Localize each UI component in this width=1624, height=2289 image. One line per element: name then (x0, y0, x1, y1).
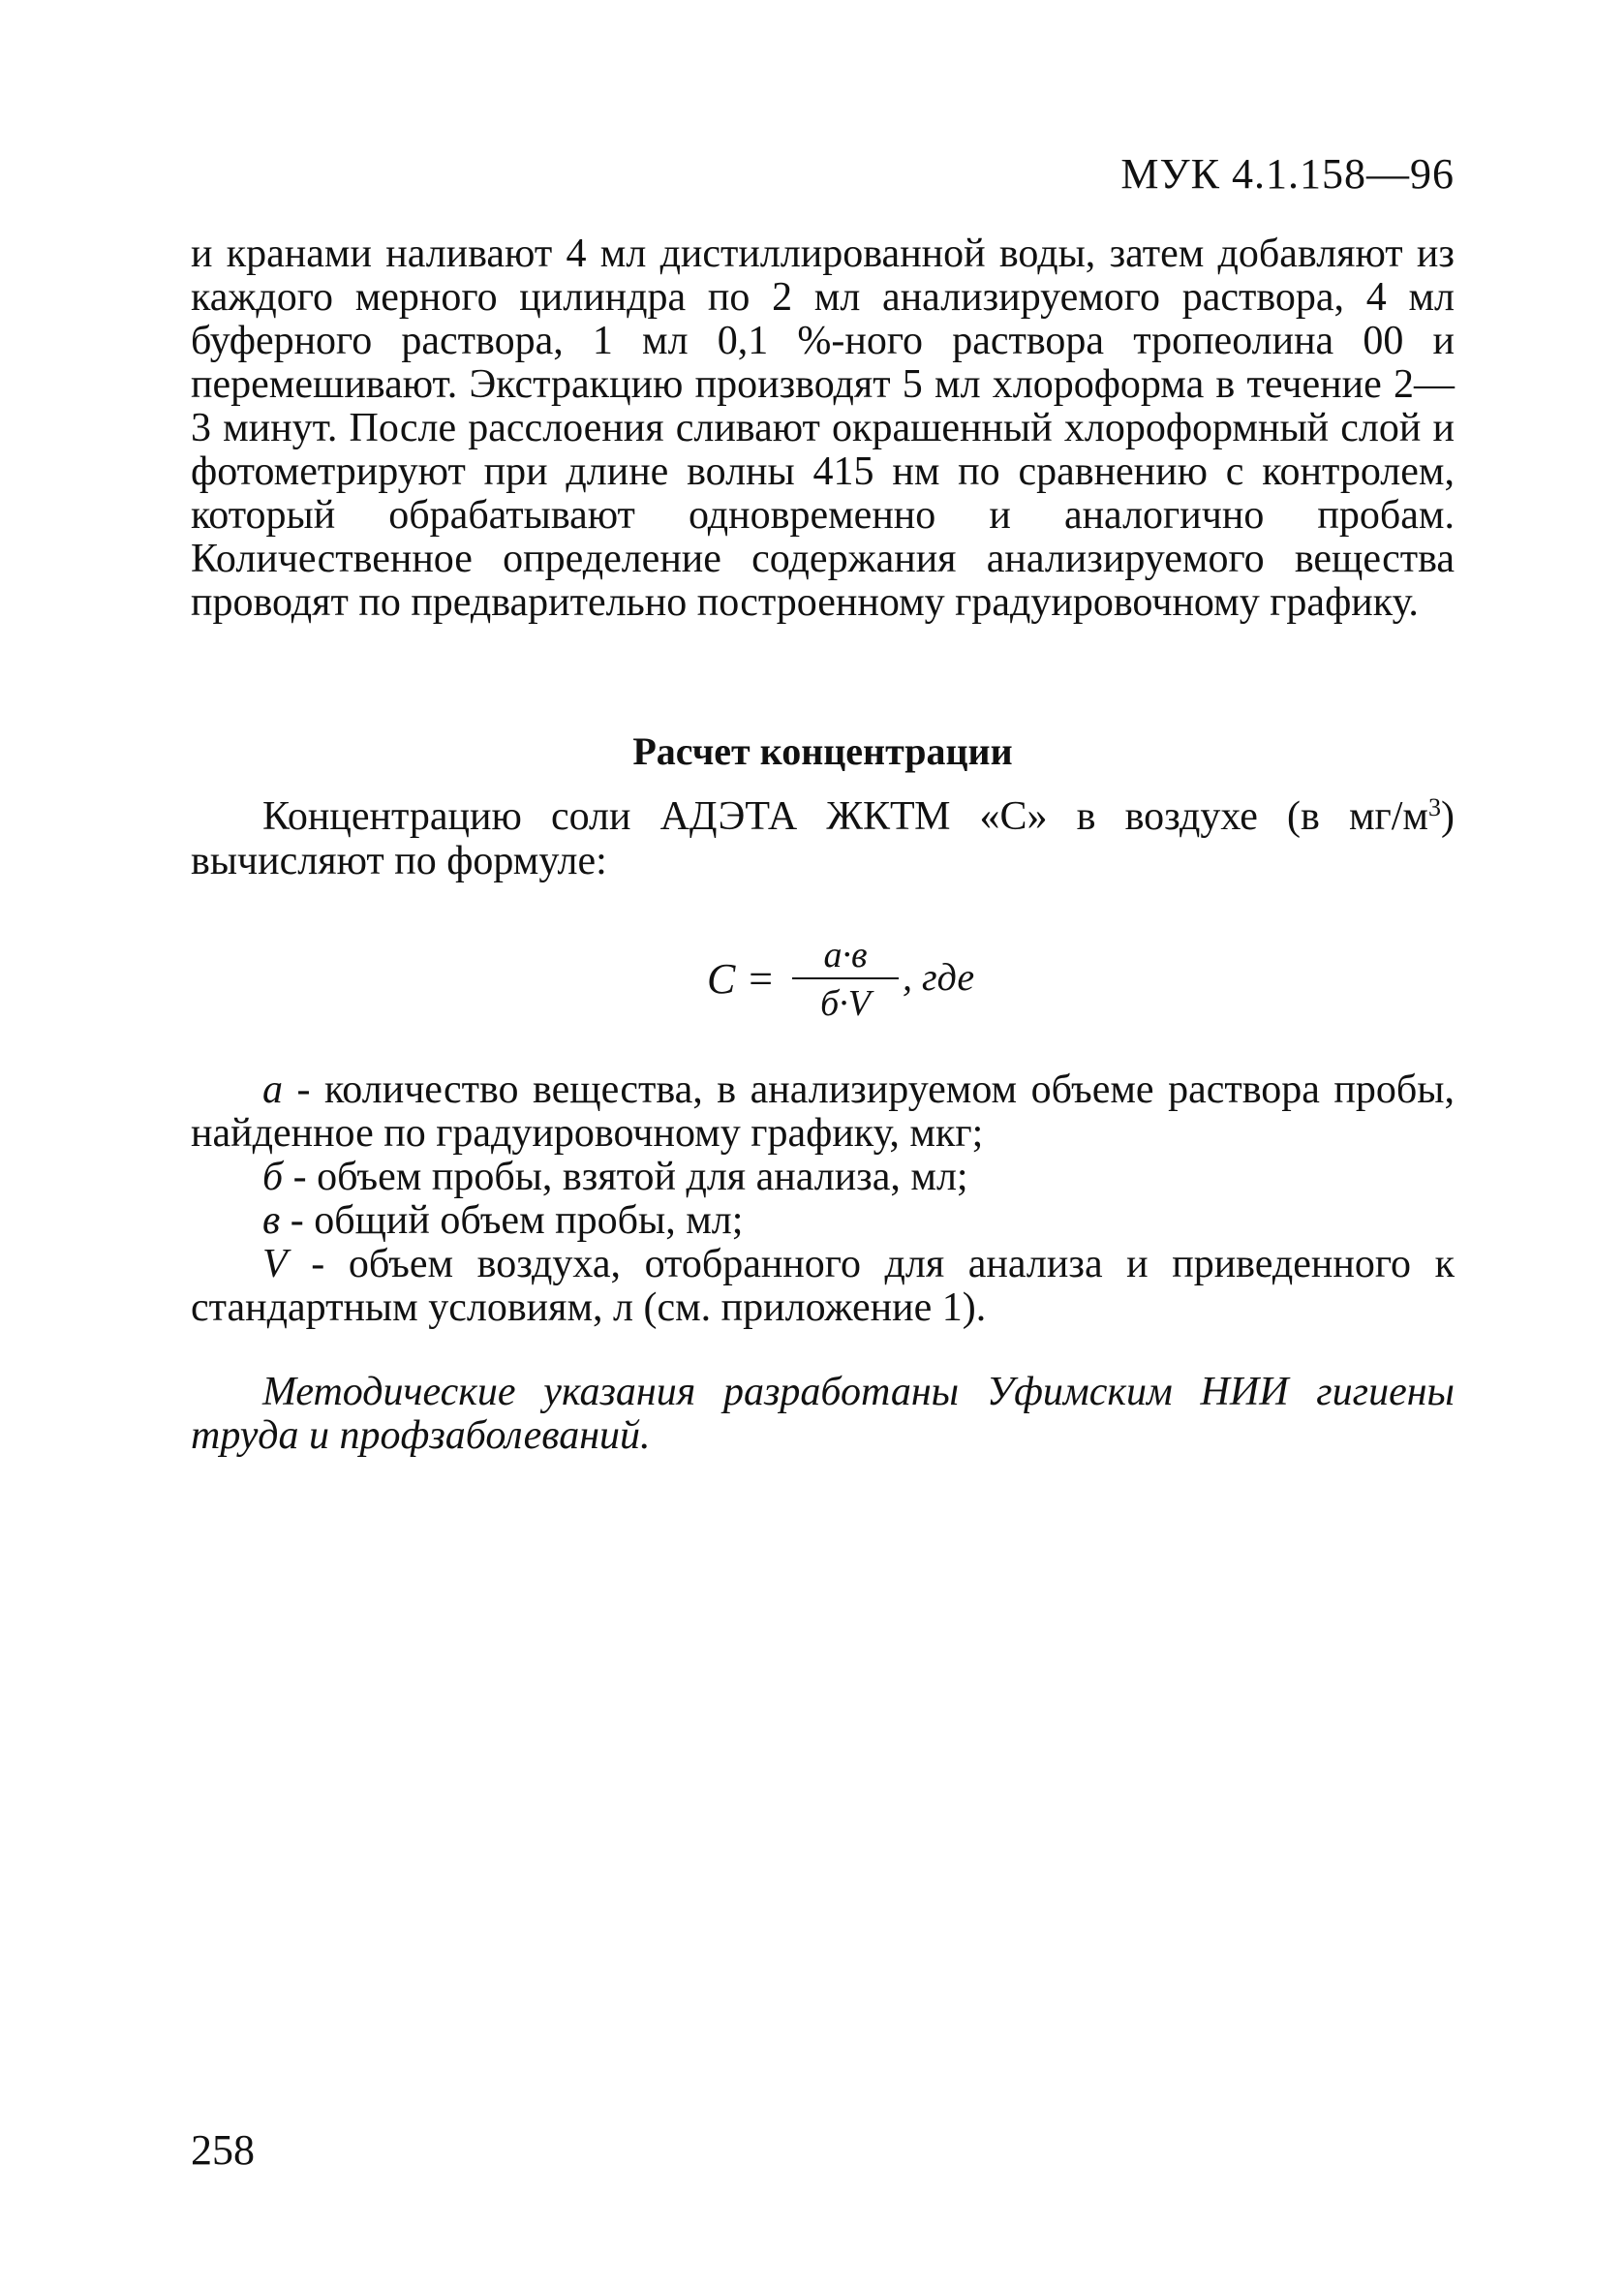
definition-item (191, 1156, 1455, 1199)
formula-numerator: а·в (823, 935, 868, 975)
definition-symbol: V (262, 1242, 288, 1286)
definition-text: - объем воздуха, отобранного для анализа и приведенного к стандартным условиям, л (см. приложение 1). (191, 1242, 1455, 1330)
formula-fraction (792, 935, 899, 1024)
formula-tail: , где (903, 955, 975, 999)
definition-text: - количество вещества, в анализируемом объеме раствора пробы, найденное по градуировочному графику, мкг; (191, 1067, 1455, 1156)
definition-symbol: в (262, 1198, 281, 1243)
intro-text: Концентрацию соли АДЭТА ЖКТМ «C» в воздухе (в мг/м (262, 794, 1428, 839)
intro-superscript: 3 (1428, 793, 1441, 821)
procedure-paragraph: и кранами наливают 4 мл дистиллированной воды, затем добавляют из каждого мерного цилиндра по 2 мл анализируемого раствора, 4 мл буферного раствора, 1 мл 0,1 %-ного раствора тропеолина 00 и перемешивают. Экстракцию производят 5 мл хлороформа в течение 2—3 минут. После расслоения сливают окрашенный хлороформный слой и фотометрируют при длине волны 415 нм по сравнению с контролем, который обрабатывают одновременно и аналогично пробам. Количественное определение содержания анализируемого вещества проводят по предварительно построенному градуировочному графику. (191, 232, 1455, 625)
variable-definitions (191, 1068, 1455, 1330)
document-code: МУК 4.1.158—96 (1120, 150, 1455, 198)
formula-denominator: б·V (820, 983, 871, 1024)
definition-symbol: б (262, 1155, 284, 1199)
definition-item (191, 1068, 1455, 1156)
definition-symbol: а (262, 1067, 283, 1112)
credits-note: Методические указания разработаны Уфимским НИИ гигиены труда и профзаболеваний. (191, 1370, 1455, 1458)
definition-item (191, 1199, 1455, 1243)
intro-text-end: ) вычисляют по формуле: (191, 794, 1455, 883)
fraction-bar (792, 977, 899, 979)
definition-item (191, 1243, 1455, 1330)
section-heading: Расчет концентрации (632, 729, 1013, 773)
formula-lhs: C = (707, 955, 776, 1003)
formula-intro-paragraph (191, 794, 1455, 883)
definition-text: - общий объем пробы, мл; (280, 1198, 744, 1243)
page-number: 258 (191, 2126, 255, 2174)
definition-text: - объем пробы, взятой для анализа, мл; (283, 1155, 968, 1199)
